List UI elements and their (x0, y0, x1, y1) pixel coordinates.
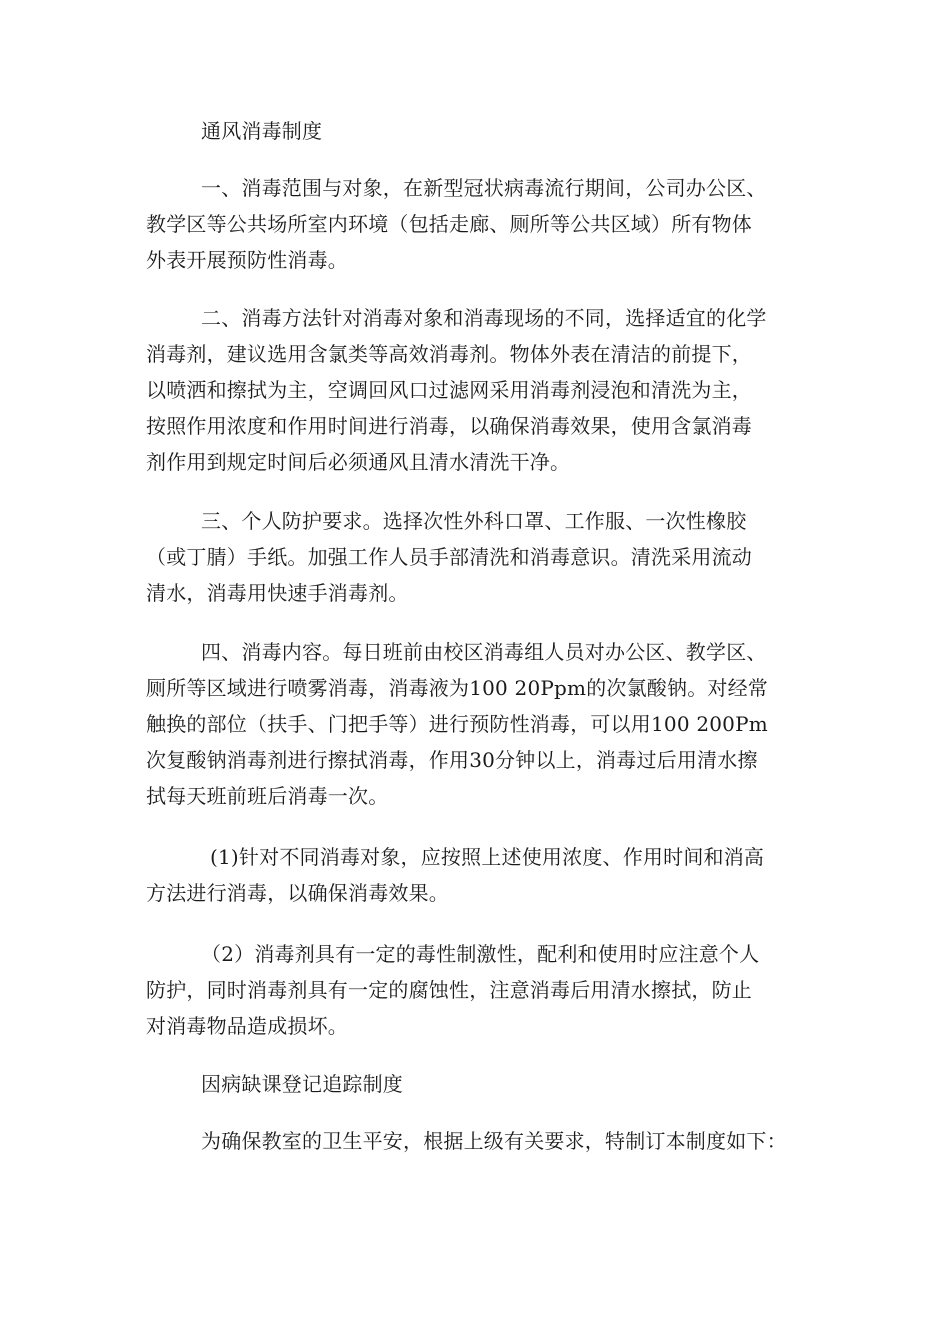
section-title-ventilation-disinfection: 通风消毒制度 (201, 119, 323, 143)
section-title-absence-tracking: 因病缺课登记追踪制度 (201, 1072, 403, 1096)
intro-line: 为确保教室的卫生平安，根据上级有关要求，特制订本制度如下： (201, 1129, 787, 1153)
paragraph-line: 消毒剂，建议选用含氯类等高效消毒剂。物体外表在清洁的前提下， (146, 342, 752, 366)
paragraph-line: 次复酸钠消毒剂进行擦拭消毒，作用30分钟以上，消毒过后用清水擦 (146, 748, 758, 772)
paragraph-line: （或丁腈）手纸。加强工作人员手部清洗和消毒意识。清洗采用流动 (146, 545, 752, 569)
paragraph-line: 一、消毒范围与对象，在新型冠状病毒流行期间，公司办公区、 (201, 176, 767, 200)
paragraph-line: 按照作用浓度和作用时间进行消毒，以确保消毒效果，使用含氯消毒 (146, 414, 752, 438)
paragraph-line: 二、消毒方法针对消毒对象和消毒现场的不同，选择适宜的化学 (201, 306, 767, 330)
paragraph-line: 拭每天班前班后消毒一次。 (146, 784, 389, 808)
paragraph-line: 教学区等公共场所室内环境（包括走廊、厕所等公共区域）所有物体 (146, 212, 752, 236)
paragraph-line: 以喷洒和擦拭为主，空调回风口过滤网采用消毒剂浸泡和清洗为主， (146, 378, 752, 402)
paragraph-line: 防护，同时消毒剂具有一定的腐蚀性，注意消毒后用清水擦拭，防止 (146, 978, 752, 1002)
paragraph-line: 三、个人防护要求。选择次性外科口罩、工作服、一次性橡胶 (201, 509, 747, 533)
paragraph-line: 方法进行消毒，以确保消毒效果。 (146, 881, 449, 905)
paragraph-line: 触换的部位（扶手、门把手等）进行预防性消毒，可以用100 200Pm (146, 712, 768, 736)
paragraph-line: 对消毒物品造成损坏。 (146, 1014, 348, 1038)
paragraph-line: 外表开展预防性消毒。 (146, 248, 348, 272)
paragraph-line: 剂作用到规定时间后必须通风且清水清洗干净。 (146, 450, 571, 474)
paragraph-line: （2）消毒剂具有一定的毒性制激性，配利和使用时应注意个人 (201, 942, 760, 966)
paragraph-line: (1)针对不同消毒对象，应按照上述使用浓度、作用时间和消高 (210, 845, 765, 869)
paragraph-line: 四、消毒内容。每日班前由校区消毒组人员对办公区、教学区、 (201, 640, 767, 664)
paragraph-line: 厕所等区域进行喷雾消毒，消毒液为100 20Ppm的次氯酸钠。对经常 (146, 676, 769, 700)
paragraph-line: 清水，消毒用快速手消毒剂。 (146, 581, 409, 605)
